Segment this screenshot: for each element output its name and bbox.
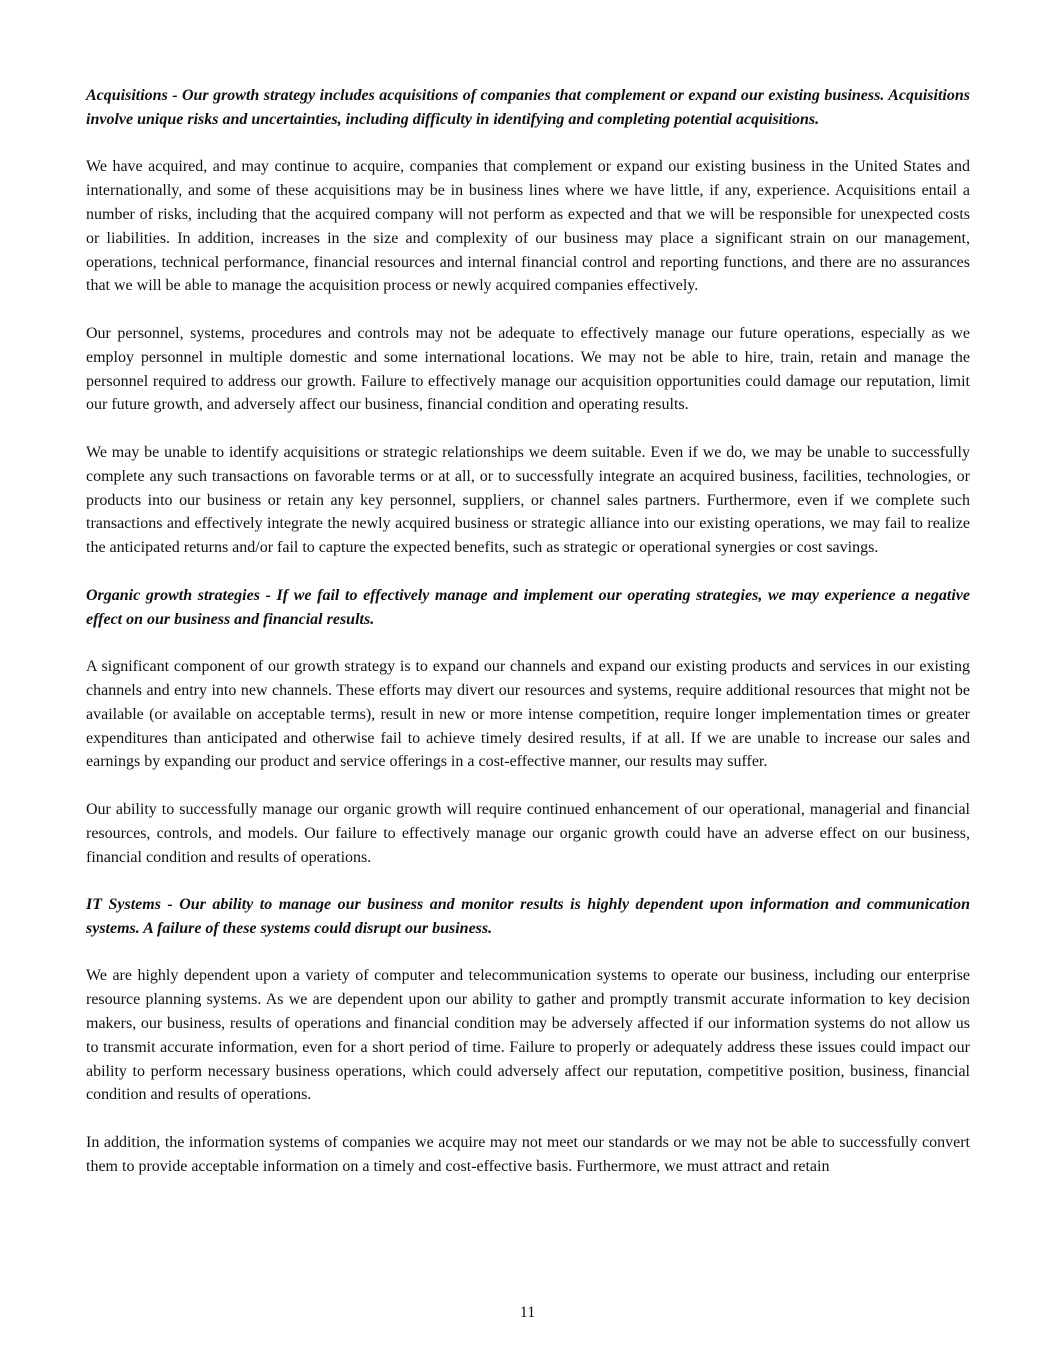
page-number: 11: [519, 1304, 536, 1321]
paragraph: We are highly dependent upon a variety of computer and telecommunication systems to operate our business, including our enterprise resource planning systems. As we are dependent upon our ability to gather and promptly transmit accurate information to key decision makers, our business, results of operations and financial condition may be adversely affected if our information systems do not allow us to transmit accurate information, even for a short period of time. Failure to properly or adequately address these issues could impact our ability to perform necessary business operations, which could adversely affect our reputation, competitive position, business, financial condition and results of operations.: [86, 967, 970, 1104]
paragraph: We have acquired, and may continue to acquire, companies that complement or expand our existing business in the United States and internationally, and some of these acquisitions may be in business lines where we have little, if any, experience. Acquisitions entail a number of risks, including that the acquired company will not perform as expected and that we will be responsible for unexpected costs or liabilities. In addition, increases in the size and complexity of our business may place a significant strain on our management, operations, technical performance, financial resources and internal financial control and reporting functions, and there are no assurances that we will be able to manage the acquisition process or newly acquired companies effectively.: [86, 158, 970, 295]
section-heading-it-systems: IT Systems - Our ability to manage our business and monitor results is highly dependent upon information and communication systems. A failure of these systems could disrupt our business.: [86, 896, 970, 937]
section-heading-acquisitions: Acquisitions - Our growth strategy includes acquisitions of companies that complement or expand our existing business. Acquisitions involve unique risks and uncertainties, including difficulty in identifying and completing potential acquisitions.: [86, 87, 970, 128]
paragraph: We may be unable to identify acquisitions or strategic relationships we deem suitable. Even if we do, we may be unable to successfully complete any such transactions on favorable terms or at all, or to successfully integrate an acquired business, facilities, technologies, or products into our business or retain any key personnel, suppliers, or channel sales partners. Furthermore, even if we complete such transactions and effectively integrate the newly acquired business or strategic alliance into our existing operations, we may fail to realize the anticipated returns and/or fail to capture the expected benefits, such as strategic or operational synergies or cost savings.: [86, 443, 970, 557]
paragraph: Our ability to successfully manage our organic growth will require continued enhancement of our operational, managerial and financial resources, controls, and models. Our failure to effectively manage our organic growth could have an adverse effect on our business, financial condition and results of operations.: [86, 800, 970, 866]
section-heading-organic-growth: Organic growth strategies - If we fail to effectively manage and implement our operating strategies, we may experience a negative effect on our business and financial results.: [86, 586, 970, 628]
paragraph: Our personnel, systems, procedures and controls may not be adequate to effectively manage our future operations, especially as we employ personnel in multiple domestic and some international locations. We may not be able to hire, train, retain and manage the personnel required to address our growth. Failure to effectively manage our acquisition opportunities could damage our reputation, limit our future growth, and adversely affect our business, financial condition and operating results.: [86, 324, 970, 414]
document-page: [86, 84, 970, 1202]
paragraph: A significant component of our growth strategy is to expand our channels and expand our existing products and services in our existing channels and entry into new channels. These efforts may divert our resources and systems, require additional resources that might not be available (or available on acceptable terms), result in new or more intense competition, require longer implementation times or greater expenditures than anticipated and otherwise fail to achieve timely desired results, if at all. If we are unable to increase our sales and earnings by expanding our product and service offerings in a cost-effective manner, our results may suffer.: [86, 658, 970, 771]
paragraph: In addition, the information systems of companies we acquire may not meet our standards or we may not be able to successfully convert them to provide acceptable information on a timely and cost-effective basis. Furthermore, we must attract and retain: [86, 1134, 970, 1175]
